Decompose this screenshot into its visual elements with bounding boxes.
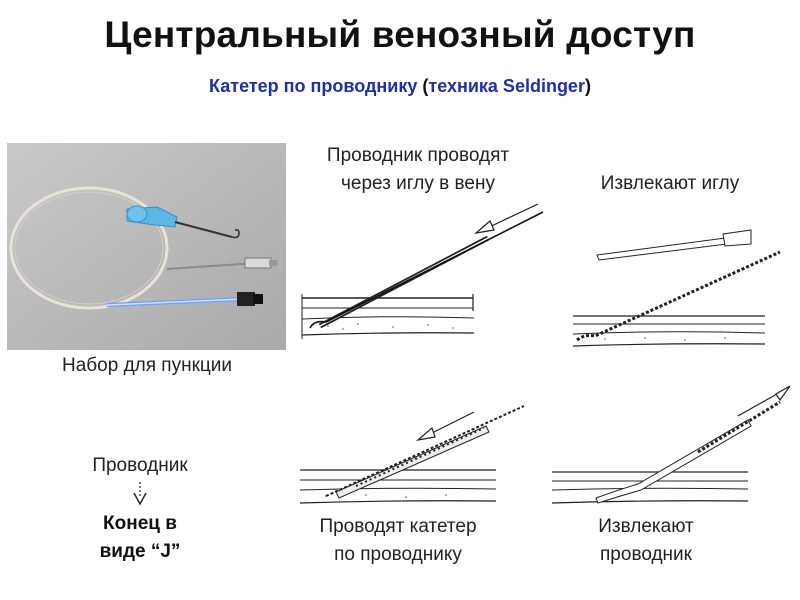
step3-panel [296,400,536,510]
step3-caption-line2: по проводнику [334,544,462,565]
subtitle-main: Катетер по проводнику [209,76,418,96]
step1-caption-line2: через иглу в вену [341,173,495,194]
step4-caption [566,513,726,569]
subtitle [0,76,800,97]
step3-caption-line1: Проводят катетер [319,516,477,537]
step2-caption: Извлекают иглу [600,173,740,194]
step4-caption-line2: проводник [600,544,692,565]
step4-panel [548,380,793,510]
step2-panel [565,222,790,357]
down-arrow-icon [130,482,150,506]
j-tip-line2: виде “J” [99,541,181,562]
page-title: Центральный венозный доступ [104,14,696,55]
step1-panel [298,198,548,343]
j-tip-line1: Конец в [103,513,177,534]
subtitle-paren-close: ) [584,76,591,96]
subtitle-technique: техника Seldinger [428,76,585,96]
guidewire-label: Проводник [92,455,188,476]
j-tip-label [68,510,212,566]
step4-caption-line1: Извлекают [598,516,694,537]
photo-caption: Набор для пункции [61,355,233,376]
step1-caption [292,142,544,198]
subtitle-paren-open: ( [422,76,429,96]
step1-caption-line1: Проводник проводят [326,145,510,166]
puncture-kit-photo [7,143,286,350]
puncture-kit-illustration [7,143,286,350]
step3-caption [292,513,504,569]
